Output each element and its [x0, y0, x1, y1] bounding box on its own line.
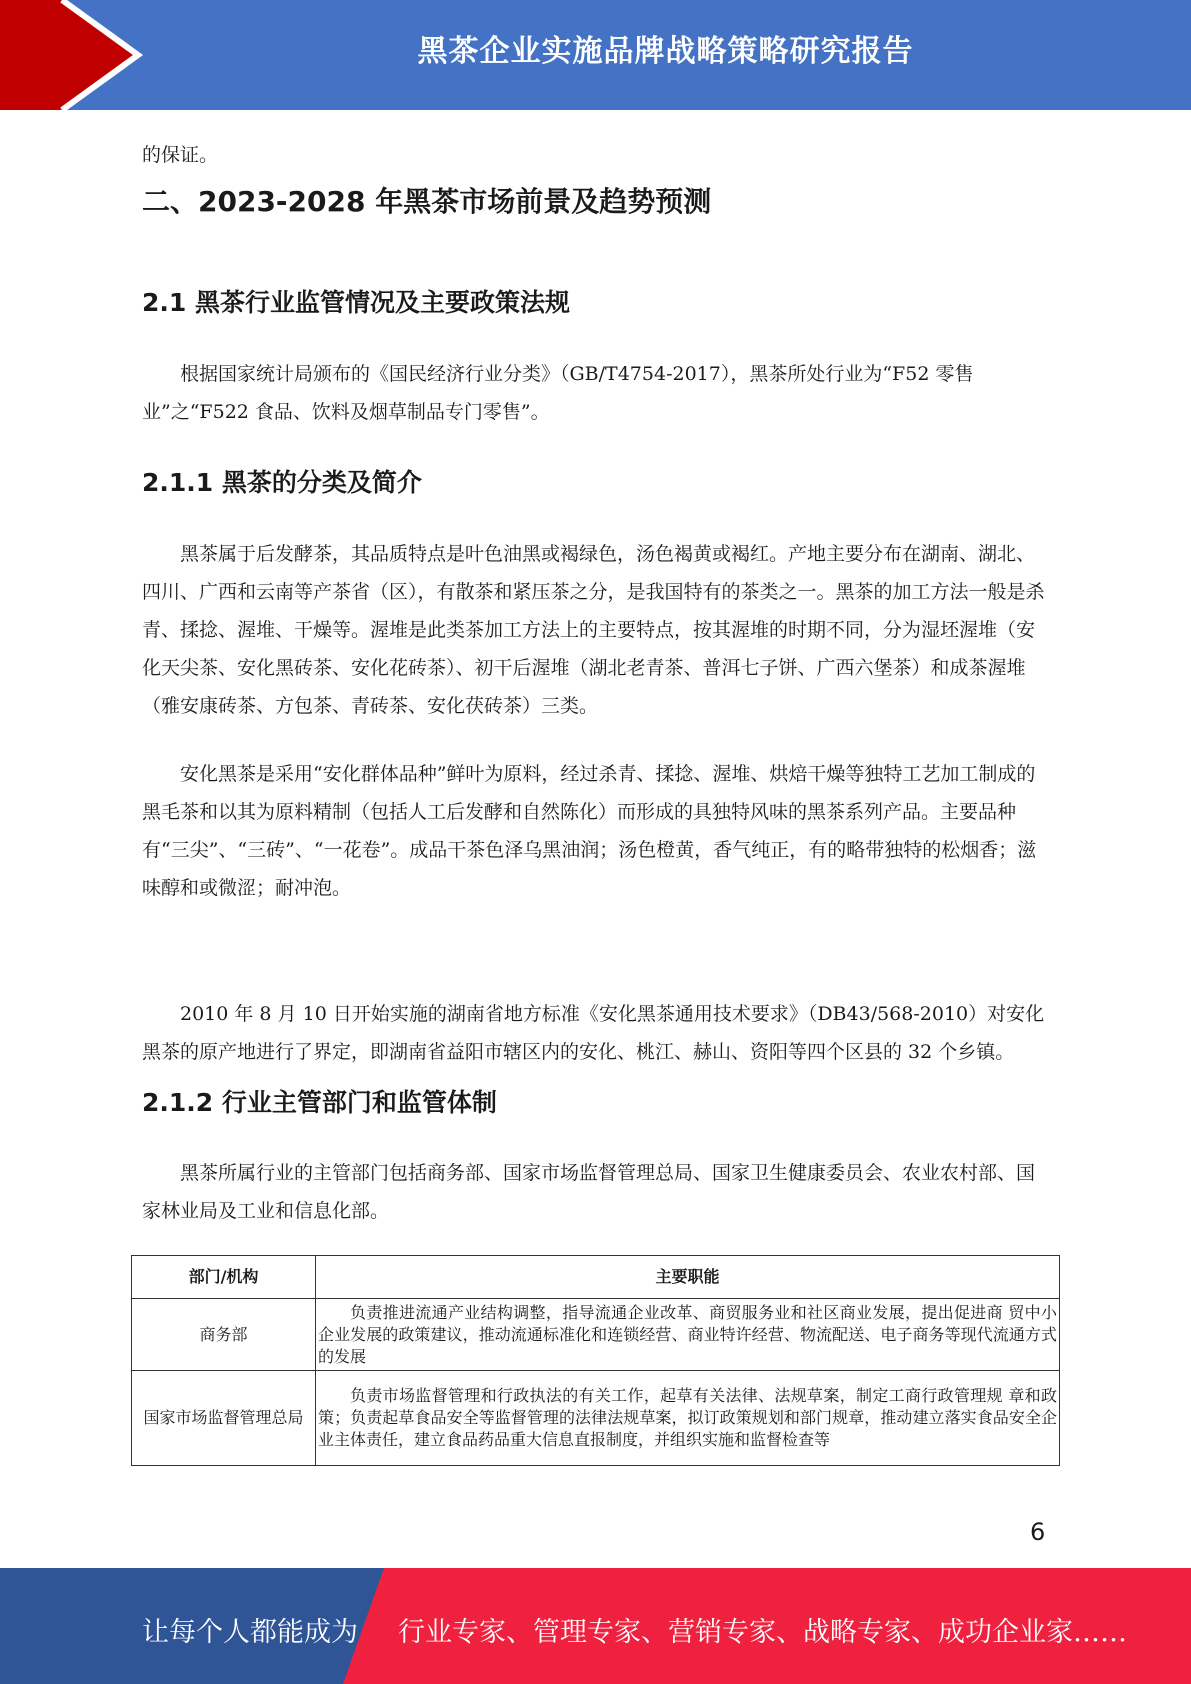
section-heading-2-1: 2.1 黑茶行业监管情况及主要政策法规 — [142, 288, 570, 317]
table-row — [132, 1371, 1060, 1466]
table-row — [132, 1299, 1060, 1371]
footer-slogan-right: 行业专家、管理专家、营销专家、战略专家、成功企业家…… — [398, 1617, 1127, 1648]
table-cell-duty — [316, 1371, 1060, 1466]
section-heading-2-1-1: 2.1.1 黑茶的分类及简介 — [142, 468, 422, 497]
table-header-row — [132, 1256, 1060, 1299]
duty-text: 负责推进流通产业结构调整，指导流通企业改革、商贸服务业和社区商业发展，提出促进商 贸中小企业发展的政策建议，推动流通标准化和连锁经营、商业特许经营、物流配送、电子商务等现代流通方式的发展 — [318, 1302, 1057, 1366]
paragraph: 根据国家统计局颁布的《国民经济行业分类》（GB/T4754-2017），黑茶所处行业为“F52 零售业”之“F522 食品、饮料及烟草制品专门零售”。 — [142, 363, 974, 423]
continuation-text: 的保证。 — [142, 144, 219, 166]
chapter-heading: 二、2023-2028 年黑茶市场前景及趋势预测 — [142, 185, 712, 218]
header-banner — [0, 0, 1191, 110]
paragraph: 安化黑茶是采用“安化群体品种”鲜叶为原料，经过杀青、揉捻、渥堆、烘焙干燥等独特工艺加工制成的黑毛茶和以其为原料精制（包括人工后发酵和自然陈化）而形成的具独特风味的黑茶系列产品。主要品种有“三尖”、“三砖”、“一花卷”。成品干茶色泽乌黑油润；汤色橙黄，香气纯正，有的略带独特的松烟香；滋味醇和或微涩；耐冲泡。 — [142, 763, 1037, 899]
paragraph: 黑茶所属行业的主管部门包括商务部、国家市场监督管理总局、国家卫生健康委员会、农业农村部、国家林业局及工业和信息化部。 — [142, 1162, 1036, 1222]
paragraph: 黑茶属于后发酵茶，其品质特点是叶色油黑或褐绿色，汤色褐黄或褐红。产地主要分布在湖南、湖北、四川、广西和云南等产茶省（区），有散茶和紧压茶之分，是我国特有的茶类之一。黑茶的加工方法一般是杀青、揉捻、渥堆、干燥等。渥堆是此类茶加工方法上的主要特点，按其渥堆的时期不同，分为湿坯渥堆（安化天尖茶、安化黑砖茶、安化花砖茶）、初干后渥堆（湖北老青茶、普洱七子饼、广西六堡茶）和成茶渥堆（雅安康砖茶、方包茶、青砖茶、安化茯砖茶）三类。 — [142, 543, 1045, 717]
table-header-duty: 主要职能 — [316, 1256, 1060, 1299]
section-heading-2-1-2: 2.1.2 行业主管部门和监管体制 — [142, 1088, 497, 1117]
footer-slogan-left: 让每个人都能成为 — [142, 1617, 358, 1648]
table-cell-dept: 国家市场监督管理总局 — [132, 1371, 316, 1466]
page-number: 6 — [1030, 1518, 1046, 1546]
department-table — [131, 1255, 1060, 1466]
table-cell-duty — [316, 1299, 1060, 1371]
table-cell-dept: 商务部 — [132, 1299, 316, 1371]
header-arrow-decoration — [0, 0, 160, 110]
report-title: 黑茶企业实施品牌战略策略研究报告 — [417, 34, 914, 69]
table-header-dept: 部门/机构 — [132, 1256, 316, 1299]
paragraph: 2010 年 8 月 10 日开始实施的湖南省地方标准《安化黑茶通用技术要求》（DB43/568-2010）对安化黑茶的原产地进行了界定，即湖南省益阳市辖区内的安化、桃江、赫山、资阳等四个区县的 32 个乡镇。 — [142, 1003, 1045, 1063]
duty-text: 负责市场监督管理和行政执法的有关工作，起草有关法律、法规草案，制定工商行政管理规 章和政策；负责起草食品安全等监督管理的法律法规草案，拟订政策规划和部门规章，推动建立落实食品安全企业主体责任，建立食品药品重大信息直报制度，并组织实施和监督检查等 — [318, 1386, 1057, 1449]
footer-banner — [0, 1568, 1191, 1684]
